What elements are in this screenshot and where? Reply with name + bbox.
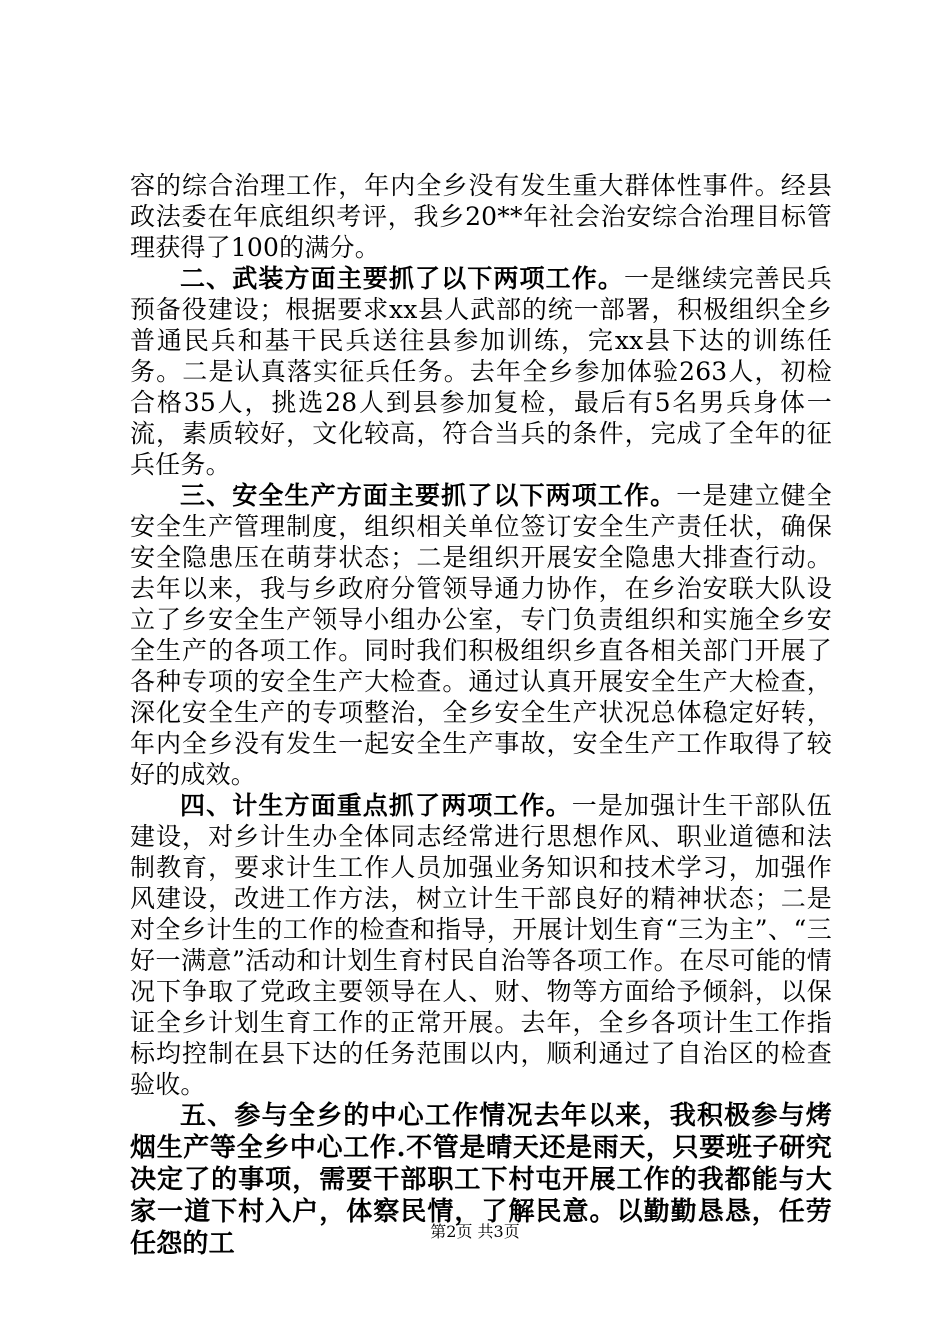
page-number: 第2页 共3页: [430, 1222, 520, 1241]
paragraph-text: 容的综合治理工作，年内全乡没有发生重大群体性事件。经县政法委在年底组织考评，我乡20**年社会治安综合治理目标管理获得了100的满分。: [130, 171, 832, 262]
document-body: [130, 170, 832, 1260]
paragraph-text: 五、参与全乡的中心工作情况去年以来，我积极参与烤烟生产等全乡中心工作.不管是晴天还是雨天，只要班子研究决定了的事项，需要干部职工下村屯开展工作的我都能与大家一道下村入户，体察民情，了解民意。以勤勤恳恳，任劳任怨的工: [130, 1101, 832, 1259]
paragraph-work-safety: [130, 480, 832, 790]
paragraph-text: 一是建立健全安全生产管理制度，组织相关单位签订安全生产责任状，确保安全隐患压在萌芽状态；二是组织开展安全隐患大排查行动。去年以来，我与乡政府分管领导通力协作，在乡治安联大队设立了乡安全生产领导小组办公室，专门负责组织和实施全乡安全生产的各项工作。同时我们积极组织乡直各相关部门开展了各种专项的安全生产大检查。通过认真开展安全生产大检查，深化安全生产的专项整治，全乡安全生产状况总体稳定好转，年内全乡没有发生一起安全生产事故，安全生产工作取得了较好的成效。: [130, 481, 832, 789]
paragraph-text: 一是继续完善民兵预备役建设；根据要求xx县人武部的统一部署，积极组织全乡普通民兵和基干民兵送往县参加训练，完xx县下达的训练任务。二是认真落实征兵任务。去年全乡参加体验263人，初检合格35人，挑选28人到县参加复检，最后有5名男兵身体一流，素质较好，文化较高，符合当兵的条件，完成了全年的征兵任务。: [130, 264, 832, 479]
paragraph-family-planning: [130, 790, 832, 1100]
section-heading-work-safety: 三、安全生产方面主要抓了以下两项工作。: [180, 481, 677, 510]
paragraph-text: 一是加强计生干部队伍建设，对乡计生办全体同志经常进行思想作风、职业道德和法制教育，要求计生工作人员加强业务知识和技术学习，加强作风建设，改进工作方法，树立计生干部良好的精神状态；二是对全乡计生的工作的检查和指导，开展计划生育“三为主”、“三好一满意”活动和计划生育村民自治等各项工作。在尽可能的情况下争取了党政主要领导在人、财、物等方面给予倾斜，以保证全乡计划生育工作的正常开展。去年，全乡各项计生工作指标均控制在县下达的任务范围以内，顺利通过了自治区的检查验收。: [130, 791, 832, 1099]
page-footer: [0, 1222, 950, 1242]
section-heading-armed-forces: 二、武装方面主要抓了以下两项工作。: [180, 264, 624, 293]
paragraph-social-order: [130, 170, 832, 263]
paragraph-armed-forces: [130, 263, 832, 480]
section-heading-family-planning: 四、计生方面重点抓了两项工作。: [180, 791, 572, 820]
